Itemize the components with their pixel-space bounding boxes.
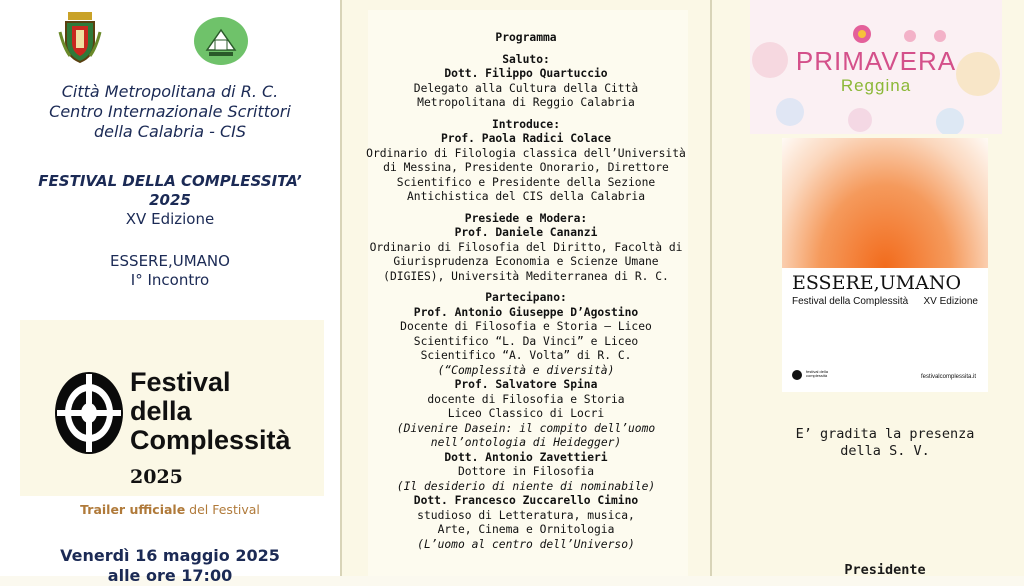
program-line: Prof. Salvatore Spina xyxy=(454,378,598,391)
festival-year: 2025 xyxy=(149,191,191,209)
program-line: di Messina, Presidente Onorario, Direttore xyxy=(383,161,669,174)
event-heading xyxy=(0,252,340,290)
cis-logo-icon xyxy=(193,16,249,66)
program-line: nell’ontologia di Heidegger) xyxy=(430,436,622,449)
logo-year: 2025 xyxy=(130,466,183,488)
festival-title: FESTIVAL DELLA COMPLESSITA’ xyxy=(38,172,302,190)
program-spacer xyxy=(342,111,710,118)
program-line: Scientifico e Presidente della Sezione xyxy=(396,175,656,189)
program-line: Prof. Antonio Giuseppe D’Agostino xyxy=(413,305,639,319)
program-line: Programma xyxy=(495,31,557,44)
program-line: Scientifico “L. Da Vinci” e Liceo xyxy=(413,334,639,348)
event-title: ESSERE,UMANO xyxy=(110,252,230,270)
edition-label: XV Edizione xyxy=(125,210,215,228)
program-line: Giurisprudenza Economia e Scienze Umane xyxy=(393,255,659,268)
trailer-link[interactable] xyxy=(0,502,340,517)
program-line: Dott. Filippo Quartuccio xyxy=(444,67,608,80)
program-line: (Divenire Dasein: il compito dell’uomo xyxy=(396,421,656,435)
trailer-rest: del Festival xyxy=(185,502,260,517)
president-label: Presidente xyxy=(844,562,926,578)
program-line: Docente di Filosofia e Storia – Liceo xyxy=(400,320,652,333)
poster-gradient xyxy=(782,138,988,268)
trailer-bold: Trailer ufficiale xyxy=(80,502,186,517)
program-spacer xyxy=(342,46,710,53)
primavera-subtitle: Reggina xyxy=(840,76,912,95)
festival-logo-video[interactable] xyxy=(20,320,324,496)
program-line: Dott. Antonio Zavettieri xyxy=(444,450,608,464)
program-line: Prof. Daniele Cananzi xyxy=(454,226,598,239)
program-spacer xyxy=(342,205,710,212)
program-line: Metropolitana di Reggio Calabria xyxy=(417,96,635,109)
program-spacer xyxy=(342,284,710,291)
program-line: Ordinario di Filologia classica dell’Università xyxy=(366,146,686,160)
logo-text: Complessità xyxy=(130,425,291,455)
organizer-block xyxy=(0,82,340,142)
poster-footer-right: festivalcomplessita.it xyxy=(920,374,976,380)
city-coat-of-arms-icon xyxy=(56,12,104,64)
program-text xyxy=(342,31,710,552)
program-line: (Il desiderio di niente di nominabile) xyxy=(396,479,656,493)
invitation-text xyxy=(780,426,990,460)
poster-footer-left: festival della complessità xyxy=(806,370,829,378)
program-line: Liceo Classico di Locri xyxy=(447,407,605,420)
program-line: docente di Filosofia e Storia xyxy=(427,392,625,406)
invitation-line: E’ gradita la presenza xyxy=(795,426,975,442)
poster-logo-icon xyxy=(792,370,802,380)
event-date xyxy=(0,546,340,586)
program-line: Delegato alla Cultura della Città xyxy=(413,81,639,95)
program-line: Prof. Paola Radici Colace xyxy=(440,132,612,145)
festival-heading xyxy=(0,172,340,229)
poster-sub-left: Festival della Complessità xyxy=(792,296,909,307)
program-line: studioso di Letteratura, musica, xyxy=(417,508,635,522)
festival-logo-icon xyxy=(53,370,125,456)
program-line: (DIGIES), Università Mediterranea di R. C. xyxy=(383,269,669,283)
org-line: Città Metropolitana di R. C. xyxy=(61,82,279,101)
program-line: Dottore in Filosofia xyxy=(457,465,595,478)
poster-subtitle xyxy=(792,296,982,307)
org-line: della Calabria - CIS xyxy=(94,122,246,141)
primavera-reggina-banner xyxy=(750,0,1002,134)
event-subtitle: I° Incontro xyxy=(130,271,210,289)
logo-text: della xyxy=(130,396,192,426)
program-line: Ordinario di Filosofia del Diritto, Facoltà di xyxy=(369,240,683,254)
event-poster xyxy=(782,138,988,392)
program-line: Scientifico “A. Volta” di R. C. xyxy=(420,349,632,362)
program-line: Dott. Francesco Zuccarello Cimino xyxy=(413,494,639,507)
poster-sub-right: XV Edizione xyxy=(923,296,978,307)
left-panel xyxy=(0,0,340,585)
program-line: Introduce: xyxy=(491,117,560,131)
program-line: Saluto: xyxy=(502,52,550,66)
program-line: Arte, Cinema e Ornitologia xyxy=(437,523,615,536)
primavera-title: PRIMAVERA xyxy=(795,46,957,76)
date-line: Venerdì 16 maggio 2025 xyxy=(60,546,280,565)
program-line: (“Complessità e diversità) xyxy=(437,363,615,377)
program-line: (L’uomo al centro dell’Universo) xyxy=(417,537,635,551)
logo-text: Festival xyxy=(130,367,231,397)
program-panel xyxy=(342,0,710,576)
org-line: Centro Internazionale Scrittori xyxy=(49,102,291,121)
program-line: Presiede e Modera: xyxy=(464,211,588,225)
program-line: Antichistica del CIS della Calabria xyxy=(406,190,646,203)
time-line: alle ore 17:00 xyxy=(107,566,233,585)
poster-title: ESSERE,UMANO xyxy=(792,272,962,294)
invitation-line: della S. V. xyxy=(840,443,930,459)
program-line: Partecipano: xyxy=(485,291,567,304)
